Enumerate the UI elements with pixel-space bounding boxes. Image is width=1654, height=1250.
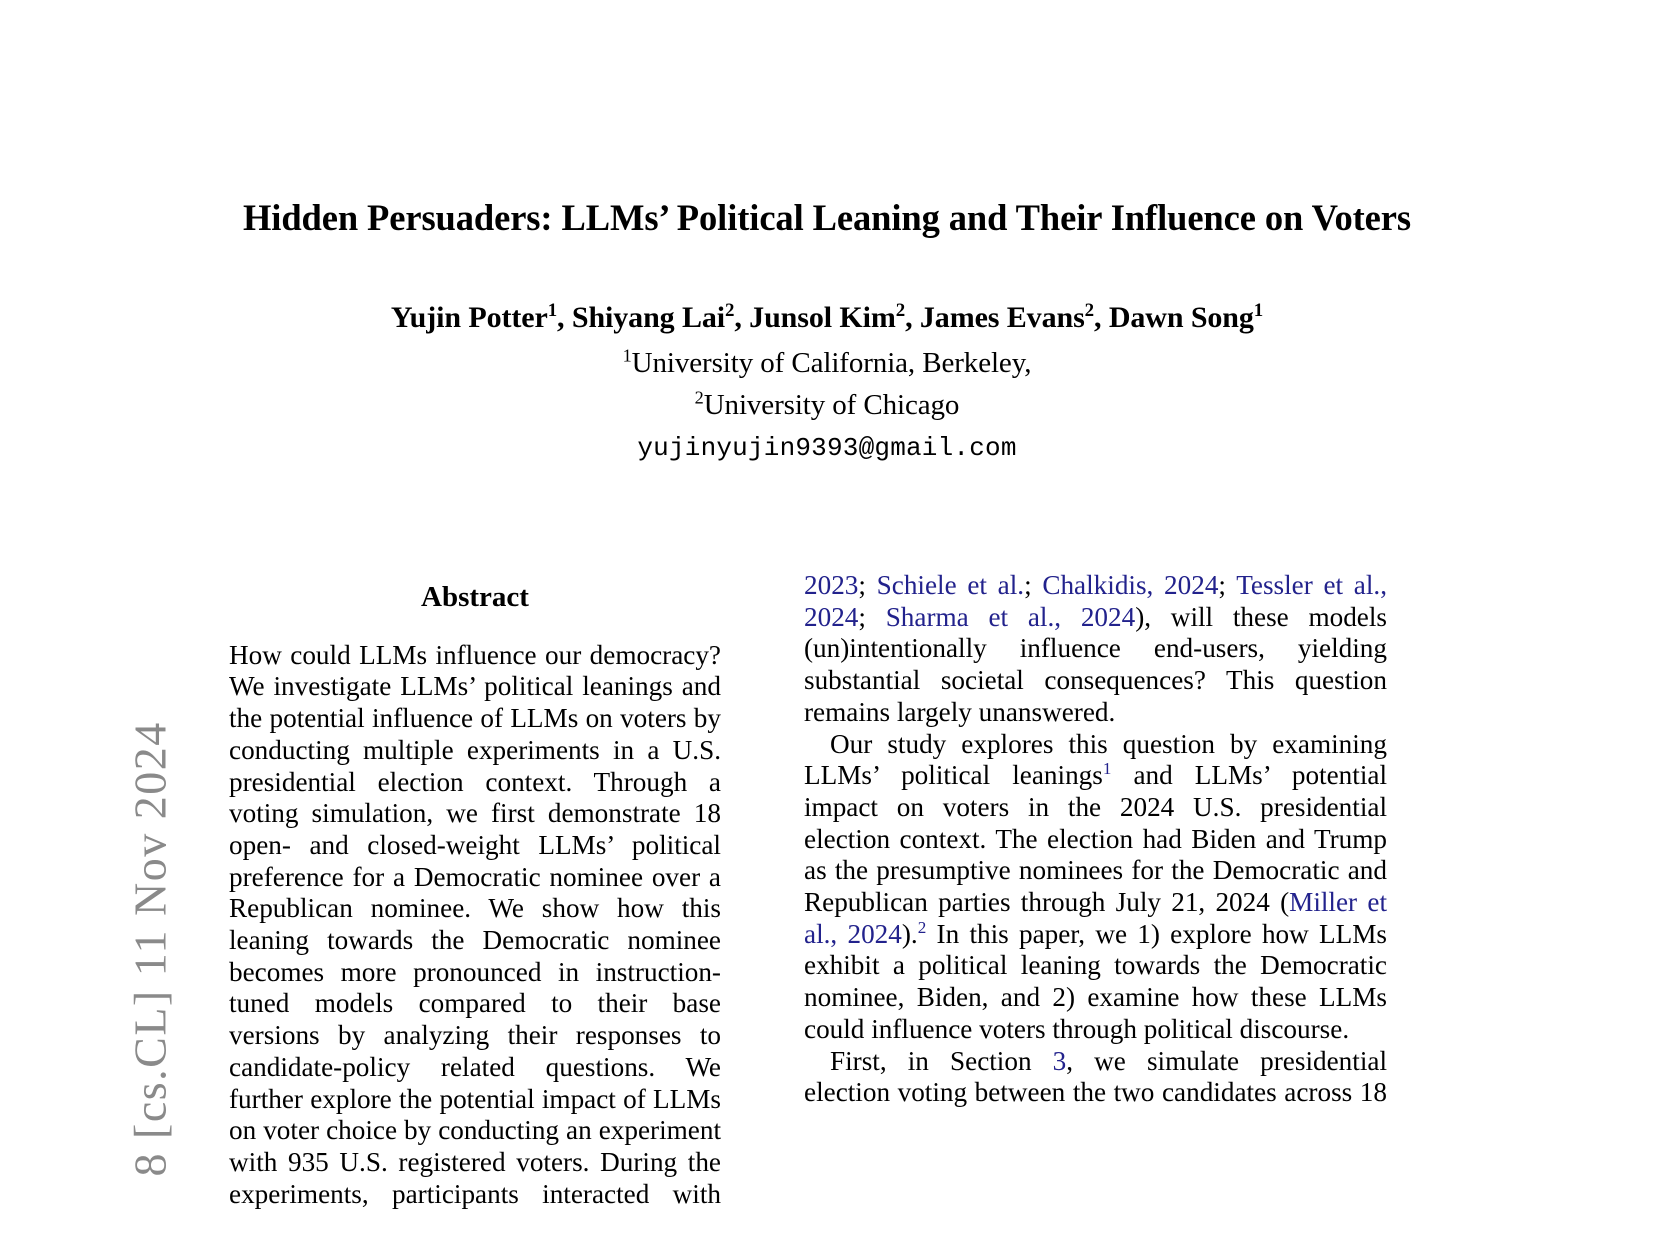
paragraph-text: First, in Section: [830, 1045, 1053, 1076]
affiliation-text: University of California, Berkeley,: [631, 346, 1032, 379]
author-entry: [391, 301, 572, 334]
paragraph-text: In this paper, we 1) explore how LLMs exhibit a political leaning towards the Democratic nominee, Biden, and 2) examine how these LLMs could influence voters through political discourse.: [804, 918, 1387, 1044]
intro-paragraph-1: [804, 570, 1387, 729]
author-affiliation-marker: 1: [1253, 299, 1264, 321]
author-name: James Evans: [919, 300, 1085, 334]
body-columns: [0, 570, 1654, 1250]
paragraph-text: ).: [901, 918, 918, 949]
author-separator: ,: [734, 300, 750, 334]
author-block: [0, 297, 1654, 467]
title-block: [0, 0, 1654, 467]
affiliation-line-1: [0, 343, 1654, 383]
author-affiliation-marker: 1: [547, 299, 558, 321]
citation-separator: ;: [858, 601, 886, 632]
footnote-marker[interactable]: 2: [917, 917, 927, 937]
author-name: Dawn Song: [1108, 300, 1254, 334]
page-title: Hidden Persuaders: LLMs’ Political Leaning and Their Influence on Voters: [243, 197, 1411, 238]
affiliation-text: University of Chicago: [703, 388, 960, 421]
right-column: [804, 570, 1387, 1109]
author-affiliation-marker: 2: [725, 299, 735, 321]
intro-paragraph-3: [804, 1046, 1387, 1109]
contact-email: yujinyujin9393@gmail.com: [637, 432, 1017, 463]
abstract-heading: Abstract: [421, 581, 529, 613]
intro-paragraph-2: [804, 729, 1387, 1046]
author-list: [0, 297, 1654, 338]
paragraph-text: , we simulate presidential election voting between the two candidates across 18: [804, 1045, 1387, 1108]
author-separator: ,: [557, 300, 572, 334]
citation-separator: ;: [858, 570, 877, 600]
section-reference-link[interactable]: 3: [1052, 1045, 1067, 1076]
citation-separator: ;: [1218, 570, 1237, 600]
citation-separator: ;: [1024, 570, 1043, 600]
author-name: Yujin Potter: [390, 300, 548, 334]
citation-link[interactable]: Miller et al., 2024: [804, 887, 1387, 949]
citation-link[interactable]: 2023: [804, 570, 859, 600]
arxiv-stamp-text: 8 [cs.CL] 11 Nov 2024: [124, 721, 176, 1177]
footnote-marker[interactable]: 1: [1102, 759, 1112, 779]
affiliation-marker: 1: [622, 345, 632, 366]
author-entry: [920, 301, 1109, 334]
paragraph-text: and LLMs’ potential impact on voters in the 2024 U.S. presidential election context. The election had Biden and Trump as the presumptive nominees for the Democratic and Republican parties through July 21, 2024 (: [804, 760, 1388, 918]
author-separator: ,: [905, 300, 920, 334]
paragraph-text: ), will these models (un)intentionally influence end-users, yielding substantial societal consequences? This question remains largely unanswered.: [804, 601, 1387, 727]
author-entry: [1109, 301, 1263, 334]
citation-link[interactable]: Sharma et al., 2024: [885, 601, 1136, 632]
citation-link[interactable]: Tessler et al., 2024: [804, 570, 1388, 632]
author-name: Shiyang Lai: [571, 300, 725, 334]
author-affiliation-marker: 2: [1084, 299, 1094, 321]
citation-link[interactable]: Schiele et al.: [876, 570, 1025, 600]
author-entry: [572, 301, 749, 334]
abstract-body: How could LLMs influence our democracy? We investigate LLMs’ political leanings and the potential influence of LLMs on voters by conducting multiple experiments in a U.S. presidential election context. Through a voting simulation, we first demonstrate 18 open- and closed-weight LLMs’ political preference for a Democratic nominee over a Republican nominee. We show how this leaning towards the Democratic nominee becomes more pronounced in instruction-tuned models compared to their base versions by analyzing their responses to candidate-policy related questions. We further explore the potential impact of LLMs on voter choice by conducting an experiment with 935 U.S. registered voters. During the experiments, participants interacted with: [229, 639, 721, 1209]
author-name: Junsol Kim: [749, 300, 896, 334]
author-affiliation-marker: 2: [895, 299, 906, 321]
author-entry: [749, 301, 920, 334]
affiliation-line-2: [0, 385, 1654, 425]
author-separator: ,: [1094, 300, 1109, 334]
paragraph-text: Our study explores this question by examining LLMs’ political leanings: [804, 728, 1387, 791]
citation-link[interactable]: Chalkidis, 2024: [1042, 570, 1219, 600]
affiliation-marker: 2: [694, 387, 704, 408]
left-column: [229, 570, 721, 1210]
